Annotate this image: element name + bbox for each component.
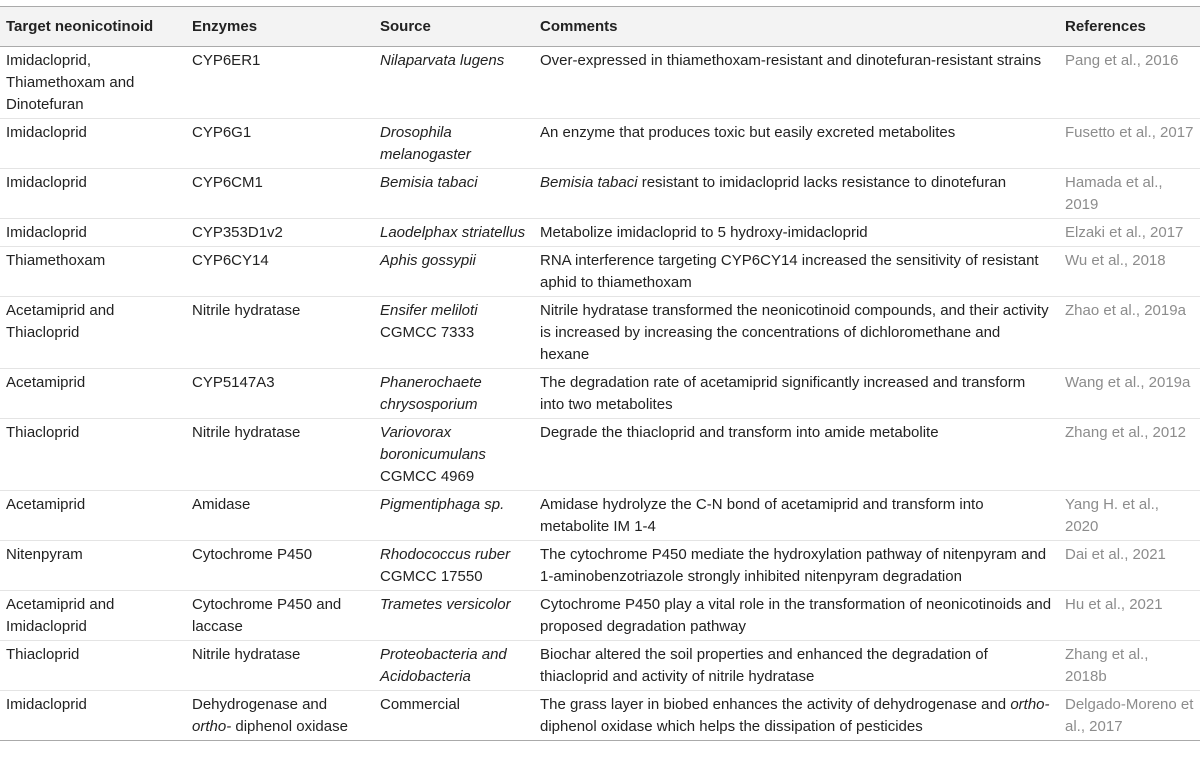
cell-source: Trametes versicolor: [380, 596, 511, 613]
cell-comment: Biochar altered the soil properties and enhanced the degradation of thiacloprid and activity of nitrile hydratase: [540, 646, 988, 685]
table-row: [0, 541, 1200, 591]
cell-comment: RNA interference targeting CYP6CY14 increased the sensitivity of resistant aphid to thiamethoxam: [540, 252, 1039, 291]
cell-target: Thiacloprid: [6, 424, 80, 441]
cell-source: Variovorax boronicumulans CGMCC 4969: [380, 424, 486, 485]
cell-reference: Elzaki et al., 2017: [1065, 224, 1184, 241]
cell-comment: The cytochrome P450 mediate the hydroxylation pathway of nitenpyram and 1-aminobenzotriazole strongly inhibited nitenpyram degradation: [540, 546, 1047, 585]
cell-target: Nitenpyram: [6, 546, 83, 563]
cell-reference: Zhang et al., 2018b: [1065, 646, 1149, 685]
cell-enzyme: Amidase: [192, 496, 251, 513]
cell-reference: Zhao et al., 2019a: [1065, 302, 1186, 319]
cell-reference: Yang H. et al., 2020: [1065, 496, 1159, 535]
cell-source: Commercial: [380, 696, 461, 713]
cell-target: Thiacloprid: [6, 646, 80, 663]
cell-target: Imidacloprid: [6, 124, 87, 141]
cell-comment: Degrade the thiacloprid and transform into amide metabolite: [540, 424, 939, 441]
neonicotinoid-enzyme-table: [0, 6, 1200, 741]
table-row: [0, 591, 1200, 641]
cell-target: Thiamethoxam: [6, 252, 106, 269]
header-target: Target neonicotinoid: [6, 18, 154, 35]
cell-reference: Hamada et al., 2019: [1065, 174, 1163, 213]
cell-comment: The degradation rate of acetamiprid significantly increased and transform into two metabolites: [540, 374, 1026, 413]
cell-comment: Over-expressed in thiamethoxam-resistant and dinotefuran-resistant strains: [540, 52, 1042, 69]
cell-target: Acetamiprid: [6, 374, 86, 391]
cell-comment: Cytochrome P450 play a vital role in the transformation of neonicotinoids and proposed degradation pathway: [540, 596, 1052, 635]
cell-reference: Pang et al., 2016: [1065, 52, 1179, 69]
cell-comment: Amidase hydrolyze the C-N bond of acetamiprid and transform into metabolite IM 1-4: [540, 496, 984, 535]
table-row: [0, 297, 1200, 369]
cell-enzyme: CYP6G1: [192, 124, 252, 141]
table-row: [0, 169, 1200, 219]
cell-reference: Hu et al., 2021: [1065, 596, 1163, 613]
cell-comment: Bemisia tabaci resistant to imidacloprid lacks resistance to dinotefuran: [540, 174, 1007, 191]
cell-target: Acetamiprid and Thiacloprid: [6, 302, 115, 341]
header-references: References: [1065, 18, 1146, 35]
cell-enzyme: CYP5147A3: [192, 374, 275, 391]
cell-enzyme: CYP353D1v2: [192, 224, 283, 241]
header-comments: Comments: [540, 18, 618, 35]
table-row: [0, 47, 1200, 119]
cell-source: Drosophila melanogaster: [380, 124, 471, 163]
cell-source: Rhodococcus ruber CGMCC 17550: [380, 546, 511, 585]
table-row: [0, 419, 1200, 491]
cell-source: Ensifer meliloti CGMCC 7333: [380, 302, 478, 341]
cell-source: Proteobacteria and Acidobacteria: [380, 646, 507, 685]
header-enzymes: Enzymes: [192, 18, 258, 35]
cell-target: Imidacloprid: [6, 174, 87, 191]
cell-source: Laodelphax striatellus: [380, 224, 526, 241]
cell-source: Aphis gossypii: [380, 252, 476, 269]
cell-enzyme: Cytochrome P450: [192, 546, 313, 563]
cell-enzyme: Cytochrome P450 and laccase: [192, 596, 342, 635]
table-row: [0, 491, 1200, 541]
cell-enzyme: CYP6CY14: [192, 252, 269, 269]
cell-enzyme: Dehydrogenase and ortho- diphenol oxidase: [192, 696, 348, 735]
cell-comment: An enzyme that produces toxic but easily excreted metabolites: [540, 124, 956, 141]
cell-comment: Nitrile hydratase transformed the neonicotinoid compounds, and their activity is increased by increasing the concentrations of dichloromethane and hexane: [540, 302, 1049, 363]
table-row: [0, 219, 1200, 247]
cell-enzyme: CYP6ER1: [192, 52, 261, 69]
cell-source: Pigmentiphaga sp.: [380, 496, 505, 513]
cell-reference: Delgado-Moreno et al., 2017: [1065, 696, 1194, 735]
cell-target: Acetamiprid and Imidacloprid: [6, 596, 115, 635]
table-row: [0, 247, 1200, 297]
cell-enzyme: Nitrile hydratase: [192, 646, 301, 663]
cell-source: Nilaparvata lugens: [380, 52, 505, 69]
cell-target: Imidacloprid, Thiamethoxam and Dinotefuran: [6, 52, 135, 113]
cell-enzyme: Nitrile hydratase: [192, 302, 301, 319]
cell-source: Bemisia tabaci: [380, 174, 478, 191]
table-header-row: [0, 7, 1200, 47]
table-row: [0, 641, 1200, 691]
cell-reference: Zhang et al., 2012: [1065, 424, 1186, 441]
cell-source: Phanerochaete chrysosporium: [380, 374, 482, 413]
cell-comment: The grass layer in biobed enhances the activity of dehydrogenase and ortho- diphenol oxidase which helps the dissipation of pesticides: [540, 696, 1050, 735]
cell-enzyme: Nitrile hydratase: [192, 424, 301, 441]
table-row: [0, 369, 1200, 419]
cell-reference: Wu et al., 2018: [1065, 252, 1166, 269]
cell-reference: Fusetto et al., 2017: [1065, 124, 1194, 141]
cell-comment: Metabolize imidacloprid to 5 hydroxy-imidacloprid: [540, 224, 868, 241]
cell-reference: Dai et al., 2021: [1065, 546, 1166, 563]
table-row: [0, 691, 1200, 741]
cell-target: Imidacloprid: [6, 696, 87, 713]
cell-target: Acetamiprid: [6, 496, 86, 513]
cell-reference: Wang et al., 2019a: [1065, 374, 1191, 391]
header-source: Source: [380, 18, 431, 35]
table-row: [0, 119, 1200, 169]
cell-target: Imidacloprid: [6, 224, 87, 241]
cell-enzyme: CYP6CM1: [192, 174, 263, 191]
